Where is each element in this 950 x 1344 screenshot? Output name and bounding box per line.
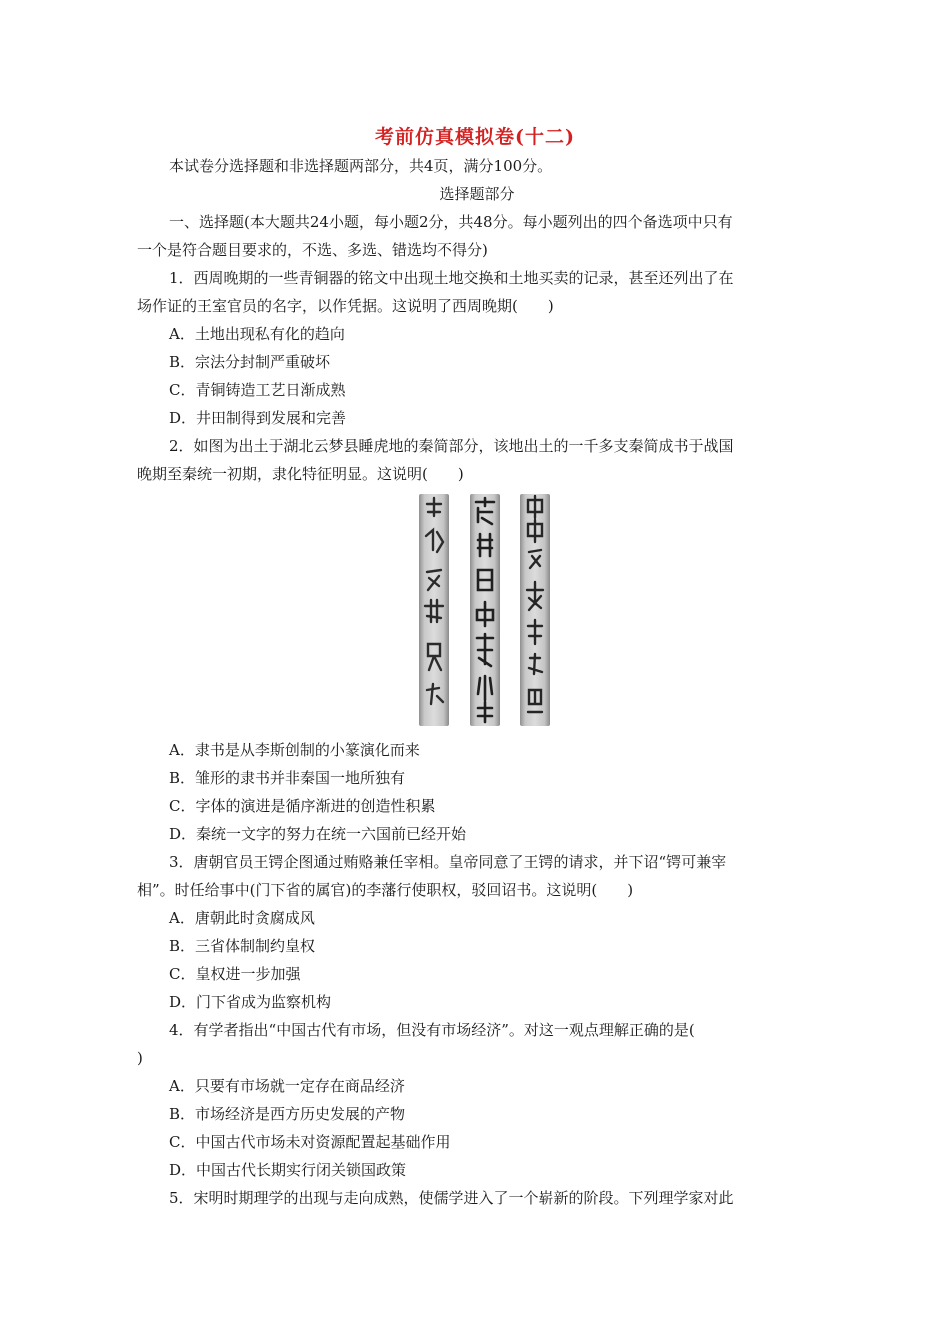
option-b[interactable]: B．宗法分封制严重破坏: [169, 353, 331, 371]
question-stem: 3．唐朝官员王锷企图通过贿赂兼任宰相。皇帝同意了王锷的请求，并下诏“锷可兼宰: [169, 853, 727, 871]
bamboo-slip: [419, 494, 449, 726]
option-d[interactable]: D．秦统一文字的努力在统一六国前已经开始: [169, 825, 467, 843]
option-a[interactable]: A．隶书是从李斯创制的小篆演化而来: [169, 741, 420, 759]
question-5: [137, 1184, 817, 1212]
question-stem: ): [137, 1049, 143, 1067]
option-d[interactable]: D．井田制得到发展和完善: [169, 409, 347, 427]
qin-bamboo-slips-image: [137, 488, 817, 736]
question-stem: 5．宋明时期理学的出现与走向成熟，使儒学进入了一个崭新的阶段。下列理学家对此: [169, 1189, 734, 1207]
question-1: [137, 264, 817, 432]
intro-text: 本试卷分选择题和非选择题两部分，共4页，满分100分。: [169, 157, 553, 175]
instructions-line: 一、选择题(本大题共24小题，每小题2分，共48分。每小题列出的四个备选项中只有: [169, 213, 733, 231]
question-2: [137, 432, 817, 848]
option-c[interactable]: C．字体的演进是循序渐进的创造性积累: [169, 797, 436, 815]
question-stem: 4．有学者指出“中国古代有市场，但没有市场经济”。对这一观点理解正确的是(: [169, 1021, 695, 1039]
instructions-line: 一个是符合题目要求的，不选、多选、错选均不得分): [137, 241, 488, 259]
section-heading: 选择题部分: [439, 185, 515, 203]
exam-content: [137, 152, 817, 1212]
option-b[interactable]: B．市场经济是西方历史发展的产物: [169, 1105, 406, 1123]
question-stem: 晚期至秦统一初期，隶化特征明显。这说明( ): [137, 465, 464, 483]
bamboo-slip: [520, 494, 550, 726]
question-3: [137, 848, 817, 1016]
option-d[interactable]: D．门下省成为监察机构: [169, 993, 332, 1011]
bamboo-slip: [470, 494, 500, 726]
question-stem: 相”。时任给事中(门下省的属官)的李藩行使职权，驳回诏书。这说明( ): [137, 881, 634, 899]
option-c[interactable]: C．中国古代市场未对资源配置起基础作用: [169, 1133, 451, 1151]
question-stem: 场作证的王室官员的名字，以作凭据。这说明了西周晚期( ): [137, 297, 554, 315]
option-b[interactable]: B．三省体制制约皇权: [169, 937, 316, 955]
option-a[interactable]: A．只要有市场就一定存在商品经济: [169, 1077, 405, 1095]
option-a[interactable]: A．唐朝此时贪腐成风: [169, 909, 315, 927]
option-c[interactable]: C．青铜铸造工艺日渐成熟: [169, 381, 346, 399]
page-title: 考前仿真模拟卷(十二): [375, 126, 575, 148]
option-d[interactable]: D．中国古代长期实行闭关锁国政策: [169, 1161, 407, 1179]
question-stem: 2．如图为出土于湖北云梦县睡虎地的秦简部分，该地出土的一千多支秦简成书于战国: [169, 437, 734, 455]
option-c[interactable]: C．皇权进一步加强: [169, 965, 301, 983]
question-4: [137, 1016, 817, 1184]
option-a[interactable]: A．土地出现私有化的趋向: [169, 325, 345, 343]
option-b[interactable]: B．雏形的隶书并非秦国一地所独有: [169, 769, 406, 787]
question-stem: 1．西周晚期的一些青铜器的铭文中出现土地交换和土地买卖的记录，甚至还列出了在: [169, 269, 734, 287]
